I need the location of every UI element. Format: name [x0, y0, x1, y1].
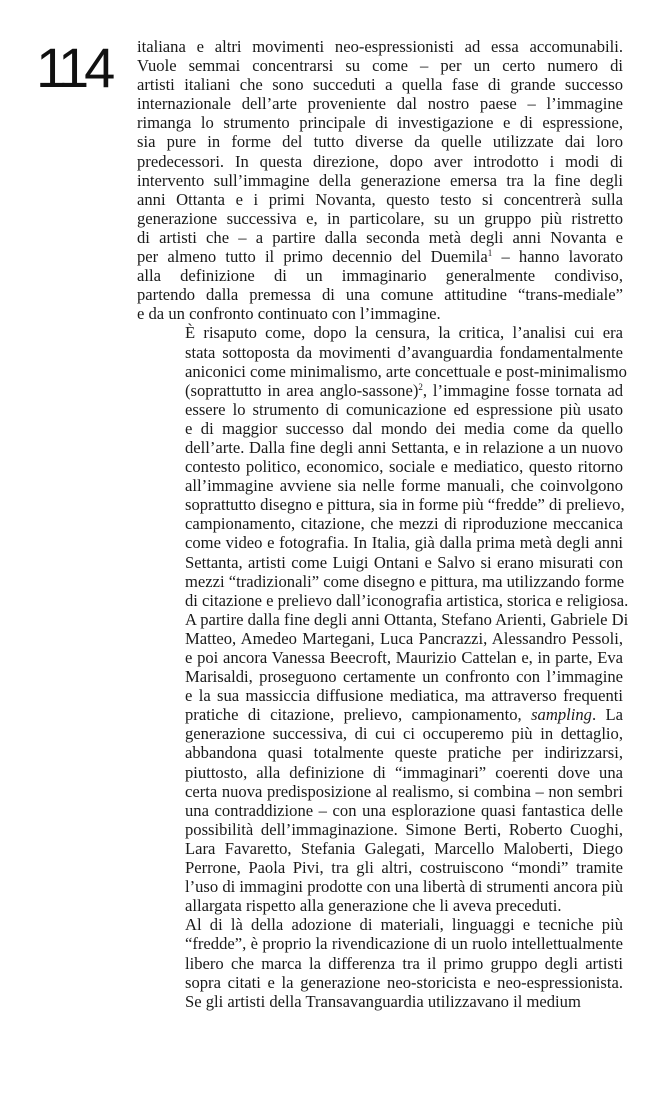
footnote-marker: 1 — [487, 248, 493, 259]
line-text: Al di là della adozione di materiali, linguaggi e tecniche più — [185, 915, 623, 935]
text-line — [137, 476, 623, 495]
text-line — [137, 266, 623, 285]
text-line — [137, 667, 623, 686]
text-line — [137, 113, 623, 132]
line-text: anni Ottanta e i primi Novanta, questo testo si concentrerà sulla — [137, 189, 623, 209]
line-text-continuation: – hanno lavorato — [492, 247, 623, 267]
line-text: libero che marca la differenza tra il primo gruppo degli artisti — [185, 953, 623, 973]
text-line — [137, 724, 623, 743]
text-line — [137, 934, 623, 953]
text-line — [137, 75, 623, 94]
line-text: pratiche di citazione, prelievo, campionamento, — [185, 705, 532, 725]
text-line — [137, 171, 623, 190]
text-line — [137, 56, 623, 75]
line-text: stata sottoposta da movimenti d’avanguardia fondamentalmente — [185, 342, 623, 362]
text-line — [137, 228, 623, 247]
line-text: per almeno tutto il primo decennio del Duemila — [137, 247, 488, 267]
text-line — [137, 132, 623, 151]
line-text: Vuole semmai concentrarsi su come – per un certo numero di — [137, 56, 623, 76]
text-line — [137, 323, 623, 342]
page-number: 114 — [36, 36, 111, 99]
italic-term: sampling — [531, 705, 592, 725]
text-line — [137, 858, 623, 877]
line-text: allargata rispetto alla generazione che li aveva preceduti. — [185, 896, 562, 916]
text-line — [137, 648, 623, 667]
line-text: generazione successiva, di cui ci occuperemo più in dettaglio, — [185, 724, 623, 744]
line-text: aniconici come minimalismo, arte concettuale e post-minimalismo — [185, 361, 627, 381]
text-line — [137, 743, 623, 762]
line-text: Marisaldi, proseguono certamente un confronto con l’immagine — [185, 667, 623, 687]
line-text: “fredde”, è proprio la rivendicazione di un ruolo intellettualmente — [185, 934, 623, 954]
paragraph-2 — [137, 323, 629, 916]
text-line — [137, 820, 623, 839]
line-text: campionamento, citazione, che mezzi di riproduzione meccanica — [185, 514, 623, 534]
text-line — [137, 304, 623, 323]
line-text: sia pure in forme del tutto diverse da quelle utilizzate dai loro — [137, 132, 623, 152]
text-line — [137, 801, 623, 820]
text-line — [137, 419, 623, 438]
text-line — [137, 572, 623, 591]
line-text: dell’arte. Dalla fine degli anni Settanta, e in relazione a un nuovo — [185, 437, 623, 457]
line-text-continuation: , l’immagine fosse tornata ad — [422, 380, 623, 400]
text-line — [137, 438, 623, 457]
text-line — [137, 152, 623, 171]
text-line — [137, 381, 623, 400]
line-text: sopra citati e la generazione neo-storicista e neo-espressionista. — [185, 972, 623, 992]
line-text: Lara Favaretto, Stefania Galegati, Marcello Maloberti, Diego — [185, 838, 623, 858]
text-line — [137, 37, 623, 56]
text-line — [137, 896, 623, 915]
line-text: mezzi “tradizionali” come disegno e pittura, ma utilizzando forme — [185, 571, 625, 591]
text-line — [137, 839, 623, 858]
line-text: e di maggior successo dal mondo dei media come da quello — [185, 418, 623, 438]
text-line — [137, 495, 623, 514]
line-text: e la sua massiccia diffusione mediatica, ma attraverso frequenti — [185, 686, 623, 706]
line-text: piuttosto, alla definizione di “immaginari” coerenti dove una — [185, 762, 623, 782]
paragraph-3 — [137, 915, 623, 1010]
text-line — [137, 915, 623, 934]
line-text: partendo dalla premessa di una comune attitudine “trans-mediale” — [137, 285, 623, 305]
text-line — [137, 763, 623, 782]
line-text: alla definizione di un immaginario generalmente condiviso, — [137, 266, 623, 286]
text-line — [137, 533, 623, 552]
line-text: Settanta, artisti come Luigi Ontani e Salvo si erano misurati con — [185, 552, 623, 572]
line-text: italiana e altri movimenti neo-espressionisti ad essa accomunabili. — [137, 37, 623, 56]
line-text: certa nuova predisposizione al realismo, si combina – non sembri — [185, 781, 623, 801]
text-line — [137, 590, 629, 610]
text-line — [137, 877, 623, 896]
line-text: essere lo strumento di comunicazione ed espressione più usato — [185, 399, 623, 419]
line-text: internazionale dell’arte proveniente dal nostro paese – l’immagine — [137, 94, 623, 114]
line-text: Perrone, Paola Pivi, tra gli altri, costruiscono “mondi” tramite — [185, 858, 623, 878]
text-line — [137, 94, 623, 113]
line-text: predecessori. In questa direzione, dopo aver introdotto i modi di — [137, 151, 623, 171]
line-text: di citazione e prelievo dall’iconografia artistica, storica e religiosa. — [185, 590, 629, 610]
line-text: È risaputo come, dopo la censura, la critica, l’analisi cui era — [185, 323, 623, 343]
line-text: una contraddizione – con una esplorazione quasi fantastica delle — [185, 800, 623, 820]
text-line — [137, 343, 623, 362]
line-text: all’immagine avviene sia nelle forme manuali, che coinvolgono — [185, 476, 623, 496]
text-line — [137, 609, 629, 629]
text-line — [137, 686, 623, 705]
line-text: e poi ancora Vanessa Beecroft, Maurizio Cattelan e, in parte, Eva — [185, 648, 623, 667]
line-text: A partire dalla fine degli anni Ottanta, Stefano Arienti, Gabriele Di — [185, 609, 629, 629]
line-text: intervento sull’immagine della generazione emersa tra la fine degli — [137, 170, 623, 190]
line-text: e da un confronto continuato con l’immagine. — [137, 304, 441, 324]
paragraph-1 — [137, 37, 623, 323]
line-text: artisti italiani che sono succeduti a quella fase di grande successo — [137, 75, 623, 95]
text-line — [137, 400, 623, 419]
text-line — [137, 190, 623, 209]
text-line — [137, 285, 623, 304]
line-text: soprattutto disegno e pittura, sia in forme più “fredde” di prelievo, — [185, 495, 625, 515]
text-line — [137, 247, 623, 266]
line-text-continuation: . La — [591, 705, 623, 725]
line-text: rimanga lo strumento principale di investigazione e di espressione, — [137, 113, 623, 133]
body-text — [137, 37, 629, 1011]
text-line — [137, 553, 623, 572]
line-text: abbandona quasi totalmente queste pratiche per indirizzarsi, — [185, 743, 623, 763]
line-text: l’uso di immagini prodotte con una libertà di strumenti ancora più — [185, 877, 623, 897]
text-line — [137, 705, 623, 724]
text-line — [137, 629, 623, 648]
line-text: Matteo, Amedeo Martegani, Luca Pancrazzi, Alessandro Pessoli, — [185, 628, 623, 648]
line-text: generazione successiva e, in particolare, su un gruppo più ristretto — [137, 208, 623, 228]
text-line — [137, 514, 623, 533]
text-line — [137, 954, 623, 973]
footnote-marker: 2 — [418, 381, 423, 392]
line-text: possibilità dell’immaginazione. Simone Berti, Roberto Cuoghi, — [185, 819, 623, 839]
text-line — [137, 782, 623, 801]
line-text: come video e fotografia. In Italia, già dalla prima metà degli anni — [185, 533, 623, 553]
line-text: contesto politico, economico, sociale e mediatico, questo ritorno — [185, 457, 623, 477]
text-line — [137, 992, 623, 1011]
text-line — [137, 457, 623, 476]
text-line — [137, 209, 623, 228]
line-text: (soprattutto in area anglo-sassone) — [185, 380, 419, 400]
text-line — [137, 361, 627, 381]
line-text: Se gli artisti della Transavanguardia utilizzavano il medium — [185, 991, 581, 1011]
text-line — [137, 973, 623, 992]
line-text: di artisti che – a partire dalla seconda metà degli anni Novanta e — [137, 227, 623, 247]
